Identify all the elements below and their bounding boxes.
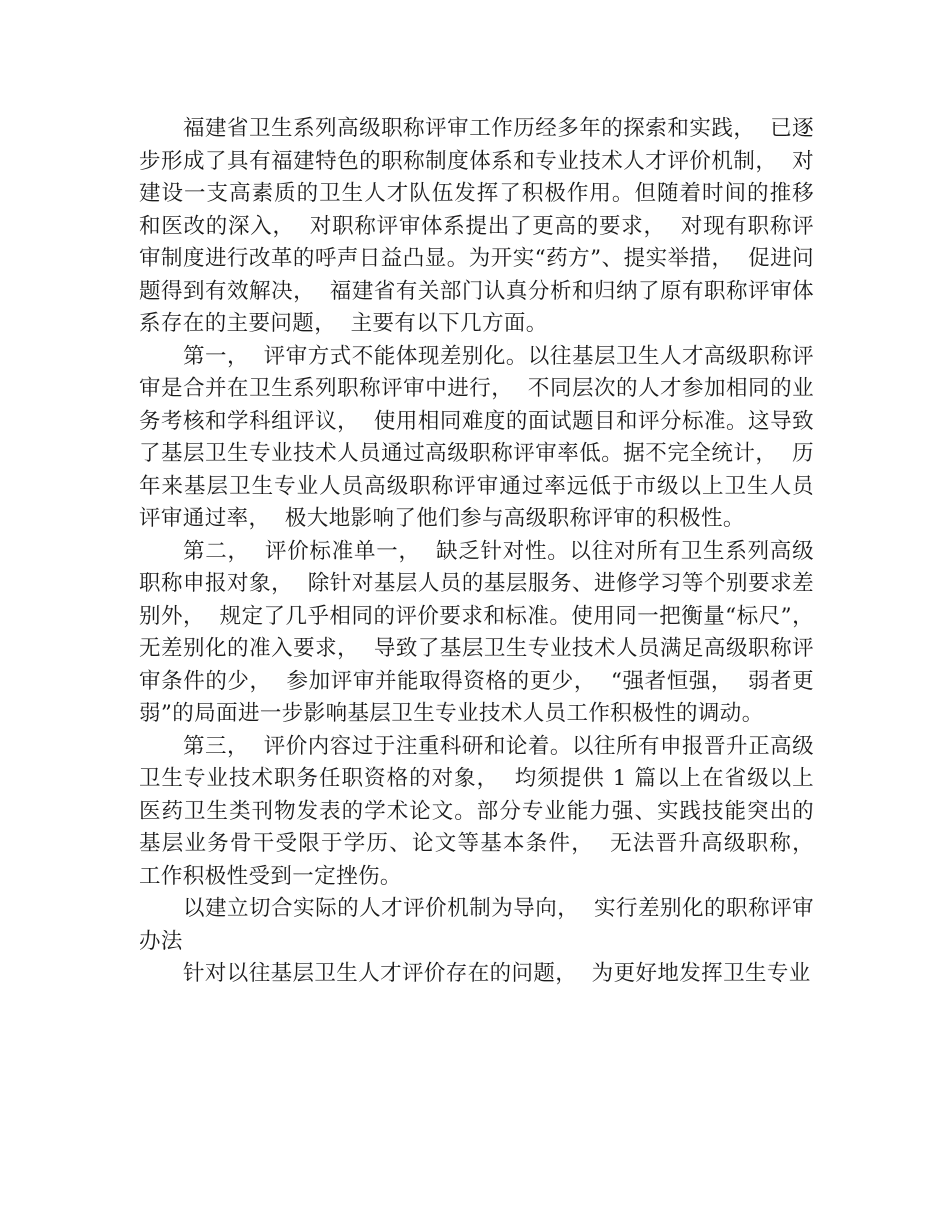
document-page <box>139 113 829 991</box>
paragraph-section-heading: 以建立切合实际的人才评价机制为导向， 实行差别化的职称评审办法 <box>139 896 814 954</box>
paragraph-first-issue: 第一， 评审方式不能体现差别化。以往基层卫生人才高级职称评审是合并在卫生系列职称评审中进行， 不同层次的人才参加相同的业务考核和学科组评议， 使用相同难度的面试题目和评分标准。这导致了基层卫生专业技术人员通过高级职称评审率低。据不完全统计， 历年来基层卫生专业人员高级职称评审通过率远低于市级以上卫生人员评审通过率， 极大地影响了他们参与高级职称评审的积极性。 <box>139 343 814 531</box>
paragraph-second-issue: 第二， 评价标准单一， 缺乏针对性。以往对所有卫生系列高级职称申报对象， 除针对基层人员的基层服务、进修学习等个别要求差别外， 规定了几乎相同的评价要求和标准。使用同一把衡量“标尺”，无差别化的准入要求， 导致了基层卫生专业技术人员满足高级职称评审条件的少， 参加评审并能取得资格的更少， “强者恒强， 弱者更弱”的局面进一步影响基层卫生专业技术人员工作积极性的调动。 <box>139 538 814 726</box>
paragraph-continuation: 针对以往基层卫生人才评价存在的问题， 为更好地发挥卫生专业 <box>183 961 811 986</box>
paragraph-third-issue: 第三， 评价内容过于注重科研和论着。以往所有申报晋升正高级卫生专业技术职务任职资格的对象， 均须提供 1 篇以上在省级以上医药卫生类刊物发表的学术论文。部分专业能力强、实践技能突出的基层业务骨干受限于学历、论文等基本条件， 无法晋升高级职称， 工作积极性受到一定挫伤。 <box>139 733 829 889</box>
paragraph-intro: 福建省卫生系列高级职称评审工作历经多年的探索和实践， 已逐步形成了具有福建特色的职称制度体系和专业技术人才评价机制， 对建设一支高素质的卫生人才队伍发挥了积极作用。但随着时间的推移和医改的深入， 对职称评审体系提出了更高的要求， 对现有职称评审制度进行改革的呼声日益凸显。为开实“药方”、提实举措， 促进问题得到有效解决， 福建省有关部门认真分析和归纳了原有职称评审体系存在的主要问题， 主要有以下几方面。 <box>139 116 814 336</box>
